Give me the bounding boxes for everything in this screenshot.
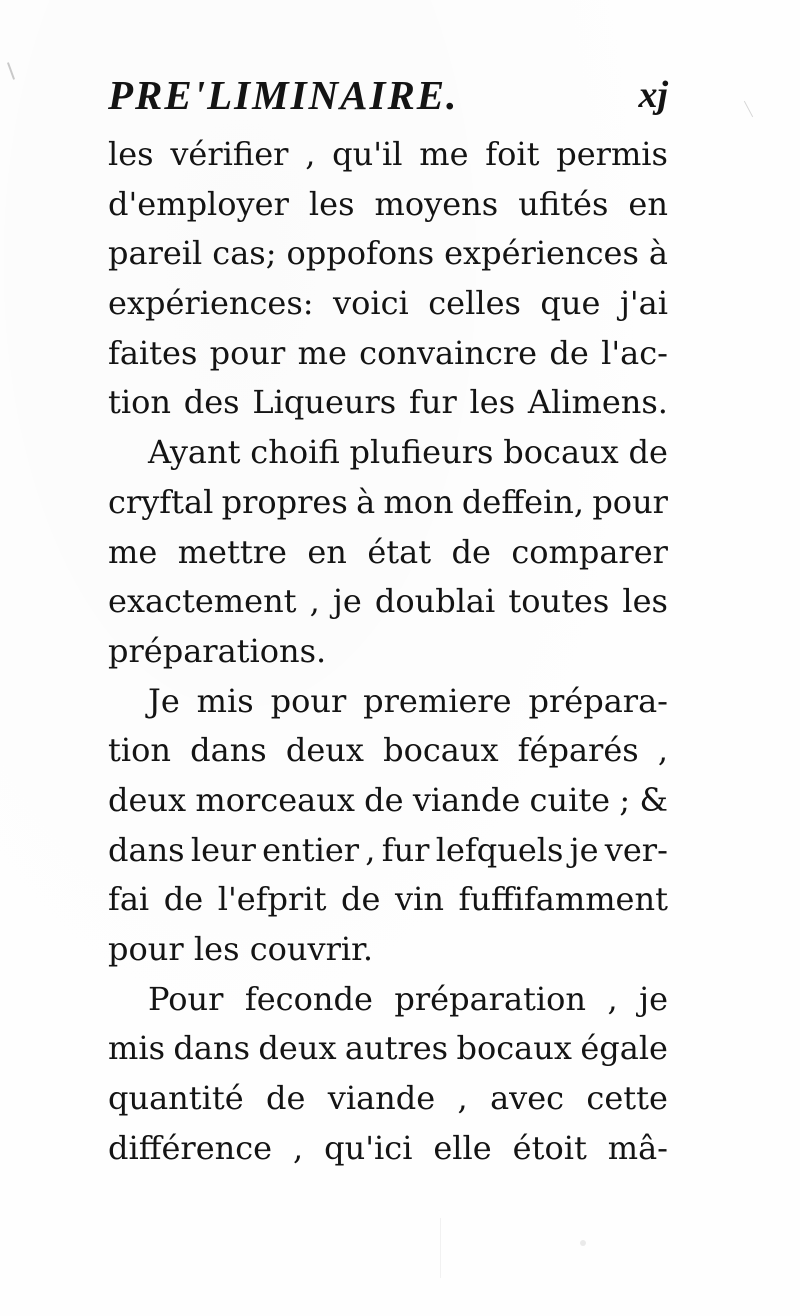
word: les	[622, 582, 668, 621]
word: premiere	[363, 681, 512, 720]
page-number: xj	[638, 74, 668, 116]
word: pour	[592, 482, 668, 521]
text-line	[108, 329, 668, 379]
text-line	[108, 428, 668, 478]
word: les	[193, 930, 240, 968]
word: voici	[333, 284, 409, 323]
word: pour	[108, 930, 184, 968]
word: celles	[428, 284, 521, 323]
word: fuffifamment	[458, 880, 668, 919]
word: les	[308, 184, 355, 223]
word: pour	[209, 333, 286, 372]
text-line	[108, 180, 668, 230]
word: ,	[305, 135, 316, 173]
word: bocaux	[503, 433, 619, 472]
text-line	[108, 726, 668, 776]
word: &	[639, 780, 668, 819]
text-line	[108, 1024, 668, 1074]
word: ver-	[604, 830, 668, 869]
word: dans	[190, 731, 267, 770]
word: elle	[433, 1128, 492, 1167]
word: étoit	[512, 1128, 587, 1167]
word: à	[648, 234, 668, 273]
word: viande	[412, 780, 521, 819]
word: je	[639, 979, 668, 1018]
word: me	[297, 333, 347, 372]
word: à	[356, 482, 376, 521]
word: de	[628, 433, 668, 472]
word: cas;	[212, 234, 277, 273]
word: expériences:	[108, 284, 314, 323]
text-line	[108, 229, 668, 279]
word: mettre	[177, 532, 287, 571]
word: des	[183, 383, 240, 422]
word: ufités	[518, 184, 609, 223]
text-line	[108, 1074, 668, 1124]
word: faites	[108, 333, 198, 372]
word: Ayant	[148, 433, 241, 472]
word: de	[364, 780, 404, 819]
word: de	[341, 880, 381, 919]
word: les	[108, 135, 154, 173]
word: plufieurs	[349, 433, 494, 472]
word: autres	[344, 1029, 449, 1068]
word: préparations.	[108, 631, 327, 670]
word: comparer	[511, 532, 668, 571]
word: en	[307, 532, 347, 571]
text-line	[108, 478, 668, 528]
text-line	[108, 975, 668, 1025]
word: oppofons	[286, 234, 435, 273]
word: foit	[485, 135, 540, 173]
word: doublai	[374, 582, 496, 621]
text-line	[108, 826, 668, 876]
word: dans	[173, 1029, 250, 1068]
word: différence	[108, 1128, 273, 1167]
text-line	[108, 925, 668, 975]
word: ,	[309, 582, 320, 621]
word: bocaux	[383, 731, 499, 770]
word: ,	[365, 830, 376, 869]
word: bocaux	[456, 1029, 572, 1068]
word: de	[163, 880, 204, 919]
word: deffein,	[461, 482, 585, 521]
text-line	[108, 677, 668, 727]
word: fur	[381, 830, 430, 869]
word: que	[540, 284, 601, 323]
word: tion	[108, 383, 171, 422]
word: deux	[285, 731, 364, 770]
word: égale	[580, 1029, 668, 1068]
word: moyens	[374, 184, 499, 223]
word: entier	[262, 830, 360, 869]
text-line	[108, 627, 668, 677]
word: avec	[490, 1079, 565, 1118]
word: leur	[190, 830, 256, 869]
word: choifi	[250, 433, 340, 472]
word: me	[108, 532, 158, 571]
word: pour	[270, 681, 347, 720]
word: qu'il	[332, 135, 403, 173]
word: préparation	[394, 979, 586, 1018]
paper-mark	[744, 101, 753, 117]
word: qu'ici	[324, 1128, 413, 1167]
word: prépara-	[528, 681, 668, 720]
word: Liqueurs	[252, 383, 397, 422]
body-text	[108, 130, 668, 1173]
word: d'employer	[108, 184, 289, 223]
word: mis	[108, 1029, 165, 1068]
text-line	[108, 528, 668, 578]
word: propres	[221, 482, 348, 521]
word: l'ac-	[601, 333, 668, 372]
word: je	[569, 830, 599, 869]
paper-spot	[580, 1240, 586, 1246]
word: dans	[108, 830, 185, 869]
text-line	[108, 577, 668, 627]
word: convaincre	[359, 333, 538, 372]
word: ,	[607, 979, 618, 1018]
word: deux	[258, 1029, 337, 1068]
word: feconde	[244, 979, 373, 1018]
word: vin	[395, 880, 444, 919]
text-line	[108, 1124, 668, 1174]
word: pareil	[108, 234, 203, 273]
running-title: PRE'LIMINAIRE.	[108, 72, 459, 118]
word: Je	[148, 681, 180, 720]
word: cuite	[529, 780, 611, 819]
word: viande	[327, 1079, 436, 1118]
word: exactement	[108, 582, 297, 621]
paper-mark	[7, 62, 15, 80]
word: expériences	[444, 234, 639, 273]
text-line	[108, 875, 668, 925]
word: de	[451, 532, 491, 571]
word: toutes	[508, 582, 610, 621]
text-line	[108, 130, 668, 180]
word: lefquels	[435, 830, 564, 869]
text-line	[108, 279, 668, 329]
word: féparés	[517, 731, 639, 770]
word: je	[332, 582, 362, 621]
paper-mark	[440, 1218, 441, 1278]
word: ;	[619, 780, 631, 819]
word: fur	[409, 383, 457, 422]
word: de	[266, 1079, 306, 1118]
word: mâ-	[607, 1128, 668, 1167]
word: cryftal	[108, 482, 214, 521]
word: en	[628, 184, 668, 223]
word: Alimens.	[527, 383, 668, 422]
word: mis	[196, 681, 254, 720]
word: vérifier	[170, 135, 289, 173]
word: état	[367, 532, 432, 571]
word: ,	[293, 1128, 304, 1167]
word: permis	[556, 135, 668, 173]
word: mon	[383, 482, 454, 521]
word: ,	[457, 1079, 468, 1118]
word: quantité	[108, 1079, 244, 1118]
word: Pour	[148, 979, 224, 1018]
text-line	[108, 378, 668, 428]
text-line	[108, 776, 668, 826]
word: j'ai	[619, 284, 668, 323]
word: couvrir.	[249, 930, 374, 968]
word: l'efprit	[217, 880, 327, 919]
word: morceaux	[195, 780, 355, 819]
word: ,	[657, 731, 668, 770]
word: tion	[108, 731, 171, 770]
running-head	[108, 70, 668, 120]
word: cette	[586, 1079, 668, 1118]
word: fai	[108, 880, 150, 919]
word: deux	[108, 780, 187, 819]
word: les	[469, 383, 516, 422]
word: me	[419, 135, 469, 173]
word: de	[549, 333, 589, 372]
